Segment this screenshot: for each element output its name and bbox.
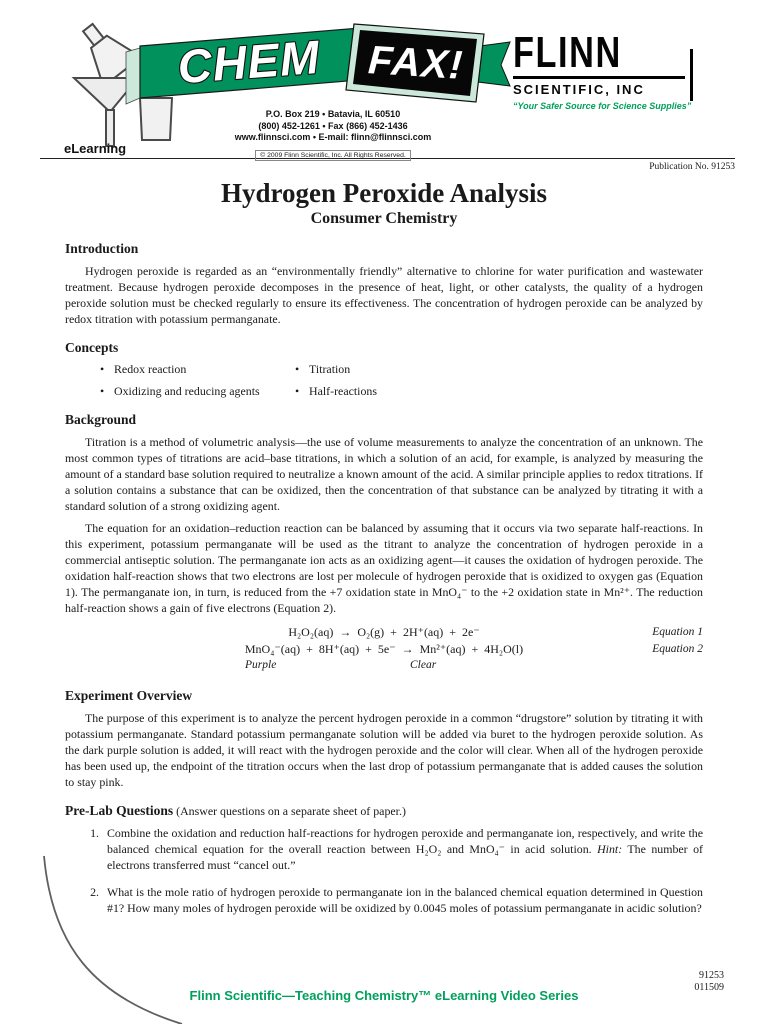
background-heading: Background [65,412,137,427]
ribbon-left-fold [126,48,140,104]
bullet-icon: • [295,362,300,376]
introduction-heading: Introduction [65,241,139,256]
concepts-heading: Concepts [65,340,119,355]
publication-number: Publication No. 91253 [649,162,735,172]
background-paragraph-2: The equation for an oxidation–reduction reaction can be balanced by assuming that it occurs via two separate half-reactions. In this experiment, potassium permanganate will be used as the titrant to analyze the concentration of hydrogen peroxide in a commercial antiseptic solution. The permanganate ion acts as an oxidizing agent—it causes the oxidation of hydrogen peroxide. The oxidation half-reaction shows that two electrons are lost per molecule of hydrogen peroxide that is oxidized to oxygen gas (Equation 1). The permanganate ion, in turn, is reduced from the +7 oxidation state in MnO₄⁻ to the +2 oxidation state in Mn²⁺. The reduction half-reaction shows a gain of five electrons (Equation 2). [65,521,703,615]
document-body [0,178,768,916]
question-text [107,825,703,873]
footer-series-line: Flinn Scientific—Teaching Chemistry™ eLearning Video Series [189,988,579,1003]
bullet-icon: • [295,384,300,398]
concept-label: Titration [309,362,351,376]
question-text-segment: Combine the oxidation and reduction half-reactions for hydrogen peroxide and permanganate ion, respectively, and write the balanced chemical equation for the overall reaction between H₂O₂ and MnO₄⁻ in acid solution. [107,826,703,856]
concept-item [295,362,490,377]
concept-label: Half-reactions [309,384,378,398]
background-paragraph-1: Titration is a method of volumetric analysis—the use of volume measurements to analyze the concentration of an unknown. The most common types of titrations are acid–base titrations, in which a solution of an acid, for example, is analyzed by measuring the amount of a standard base solution required to neutralize a known amount of the acid. A similar principle applies to redox titrations. If a solution contains a substance that can be oxidized, then the concentration of that substance can be analyzed by titrating it with a standard solution of a strong oxidizing agent. [65,435,703,513]
equation-1-row [65,625,703,640]
prelab-question-1 [65,825,703,873]
clear-label: Clear [410,659,437,671]
hint-label: Hint: [597,842,623,856]
footer-code-2: 011509 [694,982,724,993]
question-number: 1. [90,826,99,840]
equation-2-label: Equation 2 [652,643,703,655]
concept-label: Oxidizing and reducing agents [114,384,260,398]
concept-item [100,362,295,377]
equation-2: MnO₄⁻(aq) + 8H⁺(aq) + 5e⁻ → Mn²⁺(aq) + 4H₂O(l) [244,642,524,656]
bullet-icon: • [100,384,105,398]
bullet-icon: • [100,362,105,376]
flinn-subtitle [513,76,685,97]
question-text [107,884,703,916]
chemfax-banner [122,16,512,120]
address-line-3: www.flinnsci.com • E-mail: flinn@flinnsci.com [234,132,432,142]
equation-2-row [65,642,703,657]
footer-codes [694,970,724,994]
prelab-heading-text: Pre-Lab Questions [65,803,174,818]
elearning-label: eLearning [64,141,127,156]
address-line-2: (800) 452-1261 • Fax (866) 452-1436 [258,120,408,131]
address-block [188,109,478,162]
page-subtitle: Consumer Chemistry [310,210,458,227]
chem-wordmark: CHEM [175,29,322,94]
purple-label: Purple [245,659,277,671]
flinn-wordmark: FLINN [513,28,622,77]
prelab-heading [65,803,703,819]
document-header [0,0,768,172]
page-title: Hydrogen Peroxide Analysis [220,178,548,208]
equation-1: H₂O₂(aq) → O₂(g) + 2H⁺(aq) + 2e⁻ [288,625,480,639]
copyright-line: © 2009 Flinn Scientific, Inc. All Rights Reserved. [255,150,411,161]
question-text-segment: The number of electrons transferred must “cancel out.” [107,842,703,872]
experiment-overview-paragraph: The purpose of this experiment is to analyze the percent hydrogen peroxide in a common “drugstore” solution by titrating it with potassium permanganate. Standard potassium permanganate solution will be added via buret to the hydrogen peroxide solution. As the dark purple solution is added, it will react with the hydrogen peroxide and the color will clear. When all of the hydrogen peroxide has been used up, the endpoint of the titration occurs when the last drop of potassium permanganate that is added causes the solution to stay pink. [65,711,703,789]
concept-label: Redox reaction [114,362,187,376]
concepts-row [65,384,703,399]
concept-item [295,384,490,399]
flinn-logo-rule [690,49,693,101]
experiment-overview-heading: Experiment Overview [65,688,193,703]
concept-item [100,384,295,399]
introduction-paragraph: Hydrogen peroxide is regarded as an “environmentally friendly” alternative to chlorine for water purification and wastewater treatment. Because hydrogen peroxide decomposes in the presence of heat, light, or other catalysts, the quality of a hydrogen peroxide solution must be checked regularly to ensure its effectiveness. The concentration of hydrogen peroxide can be analyzed by redox titration with potassium permanganate. [65,264,703,326]
question-number: 2. [90,885,99,899]
address-line-1: P.O. Box 219 • Batavia, IL 60510 [265,109,401,119]
question-text-segment: What is the mole ratio of hydrogen peroxide to permanganate ion in the balanced chemical equation determined in Question #1? How many moles of hydrogen peroxide will be oxidized by 0.0045 moles of potassium permanganate in acidic solution? [107,885,703,915]
fax-wordmark: FAX! [366,38,465,88]
prelab-heading-note: (Answer questions on a separate sheet of paper.) [173,804,406,818]
equation-1-label: Equation 1 [652,626,703,638]
flinn-tagline: “Your Safer Source for Science Supplies” [513,101,692,112]
prelab-question-2 [65,884,703,916]
equations-block [65,625,703,675]
flinn-subtitle-text: SCIENTIFIC, INC [513,82,645,98]
footer-code-1: 91253 [699,970,724,981]
flinn-logo [513,28,708,112]
equation-color-labels [65,659,703,675]
concepts-row [65,362,703,377]
